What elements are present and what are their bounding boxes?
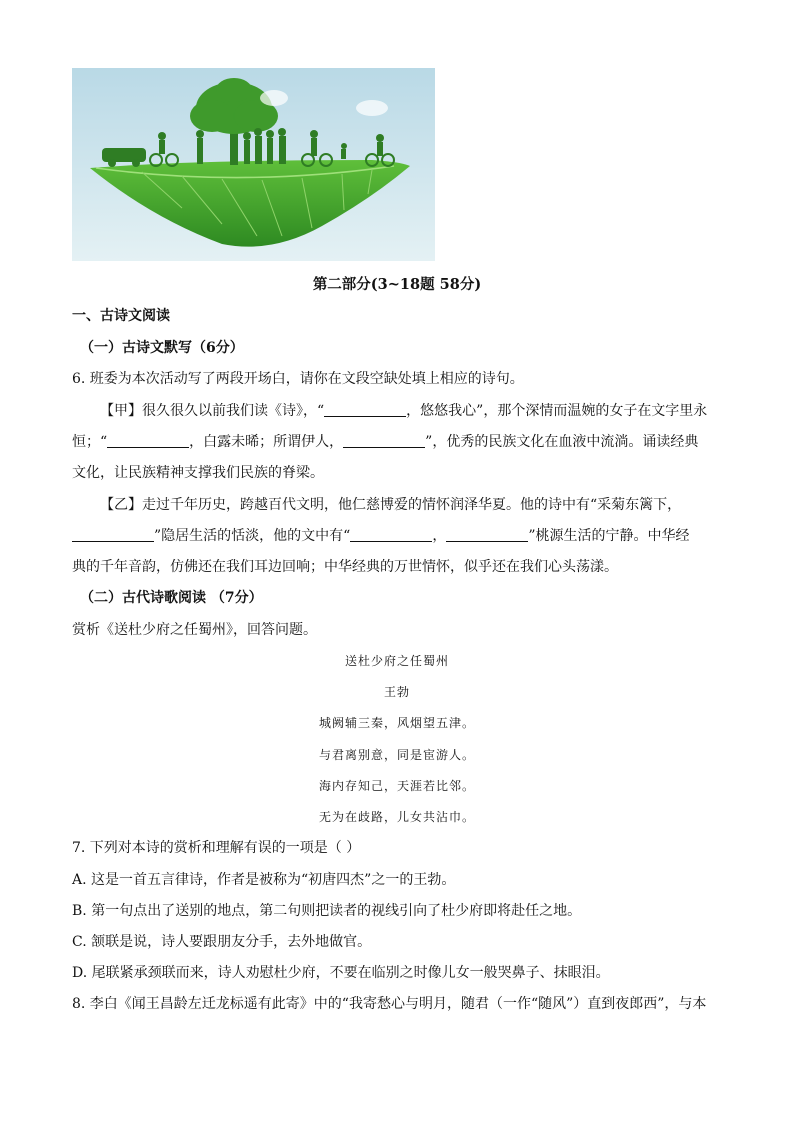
- answer-blank[interactable]: [72, 527, 154, 542]
- answer-blank[interactable]: [324, 402, 406, 417]
- leaf-illustration: [72, 68, 435, 261]
- text: ”，优秀的民族文化在血液中流淌。诵读经典: [425, 434, 699, 450]
- yi-line-1: 【乙】走过千年历史，跨越百代文明，他仁慈博爱的情怀润泽华夏。他的诗中有“采菊东篱下，: [100, 497, 682, 513]
- jia-line-1: [100, 402, 707, 420]
- answer-blank[interactable]: [350, 527, 432, 542]
- option-b[interactable]: B. 第一句点出了送别的地点，第二句则把读者的视线引向了杜少府即将赴任之地。: [72, 903, 582, 919]
- option-a[interactable]: A. 这是一首五言律诗，作者是被称为“初唐四杰”之一的王勃。: [72, 872, 456, 888]
- poem-line: 无为在歧路，儿女共沾巾。: [318, 810, 475, 824]
- option-c[interactable]: C. 颔联是说，诗人要跟朋友分手，去外地做官。: [72, 934, 372, 950]
- answer-blank[interactable]: [107, 433, 189, 448]
- subsection-heading: （一）古诗文默写（6分）: [80, 340, 244, 356]
- answer-blank[interactable]: [446, 527, 528, 542]
- jia-line-2: [72, 433, 698, 451]
- appreciate-instruction: 赏析《送杜少府之任蜀州》，回答问题。: [72, 622, 317, 638]
- subsection-heading: （二）古代诗歌阅读 （7分）: [80, 590, 263, 606]
- text: 恒；“: [72, 434, 108, 450]
- part-heading: 一、古诗文阅读: [72, 308, 170, 324]
- poem-line: 海内存知己，天涯若比邻。: [318, 779, 475, 793]
- text: ，悠悠我心”，那个深情而温婉的女子在文字里永: [406, 403, 708, 419]
- question-7-stem: 7. 下列对本诗的赏析和理解有误的一项是（ ）: [72, 840, 361, 856]
- text: 【甲】很久很久以前我们读《诗》，“: [100, 403, 325, 419]
- poem-title: 送杜少府之任蜀州: [344, 654, 449, 668]
- section-title: 第二部分(3~18题 58分): [312, 276, 482, 293]
- text: ”桃源生活的宁静。中华经: [528, 528, 690, 544]
- question-6-stem: 6. 班委为本次活动写了两段开场白，请你在文段空缺处填上相应的诗句。: [72, 371, 524, 387]
- yi-line-2: [72, 527, 690, 545]
- text: ，: [432, 528, 447, 544]
- jia-line-3: 文化，让民族精神支撑我们民族的脊梁。: [72, 465, 324, 481]
- poem-author: 王勃: [383, 685, 410, 699]
- answer-blank[interactable]: [343, 433, 425, 448]
- poem-line: 城阙辅三秦，风烟望五津。: [318, 716, 475, 730]
- question-8-stem: 8. 李白《闻王昌龄左迁龙标遥有此寄》中的“我寄愁心与明月，随君（一作“随风”）直到夜郎西”，与本: [72, 996, 707, 1012]
- yi-line-3: 典的千年音韵，仿佛还在我们耳边回响；中华经典的万世情怀，似乎还在我们心头荡漾。: [72, 559, 618, 575]
- option-d[interactable]: D. 尾联紧承颈联而来，诗人劝慰杜少府，不要在临别之时像儿女一般哭鼻子、抹眼泪。: [72, 965, 610, 981]
- poem-line: 与君离别意，同是宦游人。: [318, 748, 475, 762]
- text: ，白露未晞；所谓伊人，: [189, 434, 344, 450]
- text: ”隐居生活的恬淡，他的文中有“: [154, 528, 351, 544]
